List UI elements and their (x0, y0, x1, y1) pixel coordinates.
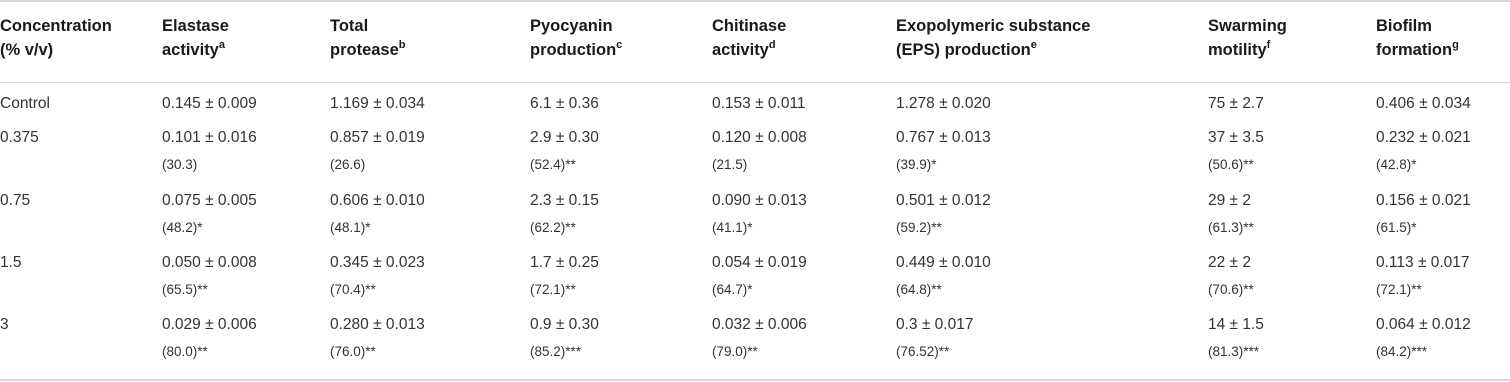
cell-value: 0.406 ± 0.034 (1376, 95, 1471, 112)
biofilm-cell (1376, 314, 1471, 361)
protease-cell (330, 190, 425, 237)
cell-value: 0.153 ± 0.011 (712, 95, 806, 112)
header-line-1: Chitinase (712, 17, 787, 35)
cell-inhibition: (64.8)** (896, 282, 942, 297)
cell-value: 0.054 ± 0.019 (712, 254, 807, 271)
elastase-cell (162, 93, 257, 122)
swarming-cell (1208, 252, 1254, 299)
header-line-1: Elastase (162, 17, 229, 35)
cell-inhibition: (52.4)** (530, 157, 576, 172)
cell-inhibition: (80.0)** (162, 344, 208, 359)
pyocyanin-cell (530, 127, 599, 174)
cell-inhibition: (48.2)* (162, 220, 203, 235)
cell-value: 0.345 ± 0.023 (330, 254, 425, 271)
elastase-cell (162, 252, 257, 299)
header-biofilm-formation (1376, 14, 1459, 62)
cell-value: 1.169 ± 0.034 (330, 95, 425, 112)
chitinase-cell (712, 93, 806, 122)
cell-value: 37 ± 3.5 (1208, 129, 1264, 146)
cell-value: 14 ± 1.5 (1208, 316, 1264, 333)
header-concentration (0, 14, 112, 62)
cell-value: 0.029 ± 0.006 (162, 316, 257, 333)
header-line-1: Concentration (0, 17, 112, 35)
cell-value: 0.090 ± 0.013 (712, 192, 807, 209)
header-line-2: activity (162, 41, 219, 59)
footnote-marker: c (616, 38, 623, 51)
cell-inhibition: (76.0)** (330, 344, 376, 359)
cell-value: 0.113 ± 0.017 (1376, 254, 1470, 271)
cell-value: 0.064 ± 0.012 (1376, 316, 1471, 333)
cell-value: 0.9 ± 0.30 (530, 316, 599, 333)
protease-cell (330, 127, 425, 174)
eps-cell (896, 190, 991, 237)
table-top-rule (0, 0, 1510, 2)
cell-inhibition: (76.52)** (896, 344, 950, 359)
cell-value: 0.606 ± 0.010 (330, 192, 425, 209)
header-line-2: (EPS) production (896, 41, 1031, 59)
eps-cell (896, 314, 973, 361)
cell-inhibition: (41.1)* (712, 220, 753, 235)
cell-value: 22 ± 2 (1208, 254, 1251, 271)
cell-inhibition: (50.6)** (1208, 157, 1254, 172)
cell-inhibition: (79.0)** (712, 344, 758, 359)
cell-value: 0.075 ± 0.005 (162, 192, 257, 209)
cell-value: 0.767 ± 0.013 (896, 129, 991, 146)
cell-inhibition: (81.3)*** (1208, 344, 1260, 359)
table-header-rule (0, 82, 1510, 83)
cell-value: 75 ± 2.7 (1208, 95, 1264, 112)
footnote-marker: b (398, 38, 406, 51)
cell-value: 0.3 ± 0.017 (896, 316, 974, 333)
chitinase-cell (712, 314, 807, 361)
cell-value: 0.232 ± 0.021 (1376, 129, 1471, 146)
cell-inhibition: (72.1)** (1376, 282, 1422, 297)
cell-value: 2.9 ± 0.30 (530, 129, 599, 146)
cell-value: 0.032 ± 0.006 (712, 316, 807, 333)
header-line-1: Exopolymeric substance (896, 17, 1091, 35)
chitinase-cell (712, 127, 807, 174)
elastase-cell (162, 127, 257, 174)
cell-value: 0.449 ± 0.010 (896, 254, 991, 271)
cell-inhibition: (61.5)* (1376, 220, 1417, 235)
swarming-cell (1208, 127, 1264, 174)
elastase-cell (162, 190, 257, 237)
cell-inhibition: (65.5)** (162, 282, 208, 297)
header-elastase-activity (162, 14, 229, 62)
chitinase-cell (712, 252, 807, 299)
cell-inhibition: (62.2)** (530, 220, 576, 235)
header-pyocyanin-production (530, 14, 622, 62)
cell-inhibition: (84.2)*** (1376, 344, 1428, 359)
cell-value: 6.1 ± 0.36 (530, 95, 599, 112)
cell-inhibition: (64.7)* (712, 282, 753, 297)
biofilm-cell (1376, 252, 1470, 299)
cell-inhibition: (85.2)*** (530, 344, 582, 359)
footnote-marker: f (1266, 38, 1271, 51)
elastase-cell (162, 314, 257, 361)
protease-cell (330, 314, 425, 361)
footnote-marker: e (1030, 38, 1037, 51)
concentration-cell: 0.75 (0, 192, 31, 209)
header-line-2: (% v/v) (0, 41, 54, 59)
eps-cell (896, 127, 991, 174)
cell-value: 0.280 ± 0.013 (330, 316, 425, 333)
cell-inhibition: (70.4)** (330, 282, 376, 297)
swarming-cell (1208, 93, 1264, 122)
header-line-1: Swarming (1208, 17, 1287, 35)
protease-cell (330, 93, 425, 122)
header-line-2: protease (330, 41, 399, 59)
cell-inhibition: (59.2)** (896, 220, 942, 235)
pyocyanin-cell (530, 93, 599, 122)
swarming-cell (1208, 314, 1264, 361)
pyocyanin-cell (530, 252, 599, 299)
concentration-cell: Control (0, 95, 50, 112)
concentration-cell: 0.375 (0, 129, 39, 146)
biofilm-cell (1376, 127, 1471, 174)
cell-value: 2.3 ± 0.15 (530, 192, 599, 209)
header-line-2: production (530, 41, 617, 59)
footnote-marker: g (1452, 38, 1459, 51)
biofilm-cell (1376, 190, 1471, 237)
cell-value: 0.050 ± 0.008 (162, 254, 257, 271)
cell-value: 29 ± 2 (1208, 192, 1251, 209)
eps-cell (896, 252, 991, 299)
concentration-cell: 1.5 (0, 254, 22, 271)
cell-value: 1.7 ± 0.25 (530, 254, 599, 271)
cell-value: 0.156 ± 0.021 (1376, 192, 1471, 209)
footnote-marker: a (218, 38, 225, 51)
pyocyanin-cell (530, 314, 599, 361)
biofilm-cell (1376, 93, 1471, 122)
footnote-marker: d (768, 38, 776, 51)
header-line-2: formation (1376, 41, 1453, 59)
cell-inhibition: (21.5) (712, 157, 748, 172)
header-eps-production (896, 14, 1090, 62)
pyocyanin-cell (530, 190, 599, 237)
cell-inhibition: (42.8)* (1376, 157, 1417, 172)
cell-value: 0.857 ± 0.019 (330, 129, 425, 146)
cell-inhibition: (70.6)** (1208, 282, 1254, 297)
cell-inhibition: (30.3) (162, 157, 198, 172)
cell-value: 1.278 ± 0.020 (896, 95, 991, 112)
chitinase-cell (712, 190, 807, 237)
concentration-cell: 3 (0, 316, 9, 333)
cell-inhibition: (39.9)* (896, 157, 937, 172)
cell-value: 0.501 ± 0.012 (896, 192, 991, 209)
header-swarming-motility (1208, 14, 1287, 62)
table-bottom-rule (0, 379, 1510, 381)
header-line-1: Total (330, 17, 369, 35)
header-line-2: motility (1208, 41, 1267, 59)
cell-value: 0.120 ± 0.008 (712, 129, 807, 146)
cell-inhibition: (26.6) (330, 157, 366, 172)
eps-cell (896, 93, 991, 122)
cell-value: 0.145 ± 0.009 (162, 95, 257, 112)
cell-inhibition: (48.1)* (330, 220, 371, 235)
header-chitinase-activity (712, 14, 786, 62)
protease-cell (330, 252, 425, 299)
header-total-protease (330, 14, 406, 62)
header-line-1: Pyocyanin (530, 17, 613, 35)
swarming-cell (1208, 190, 1254, 237)
cell-inhibition: (72.1)** (530, 282, 576, 297)
header-line-2: activity (712, 41, 769, 59)
header-line-1: Biofilm (1376, 17, 1432, 35)
cell-inhibition: (61.3)** (1208, 220, 1254, 235)
cell-value: 0.101 ± 0.016 (162, 129, 257, 146)
